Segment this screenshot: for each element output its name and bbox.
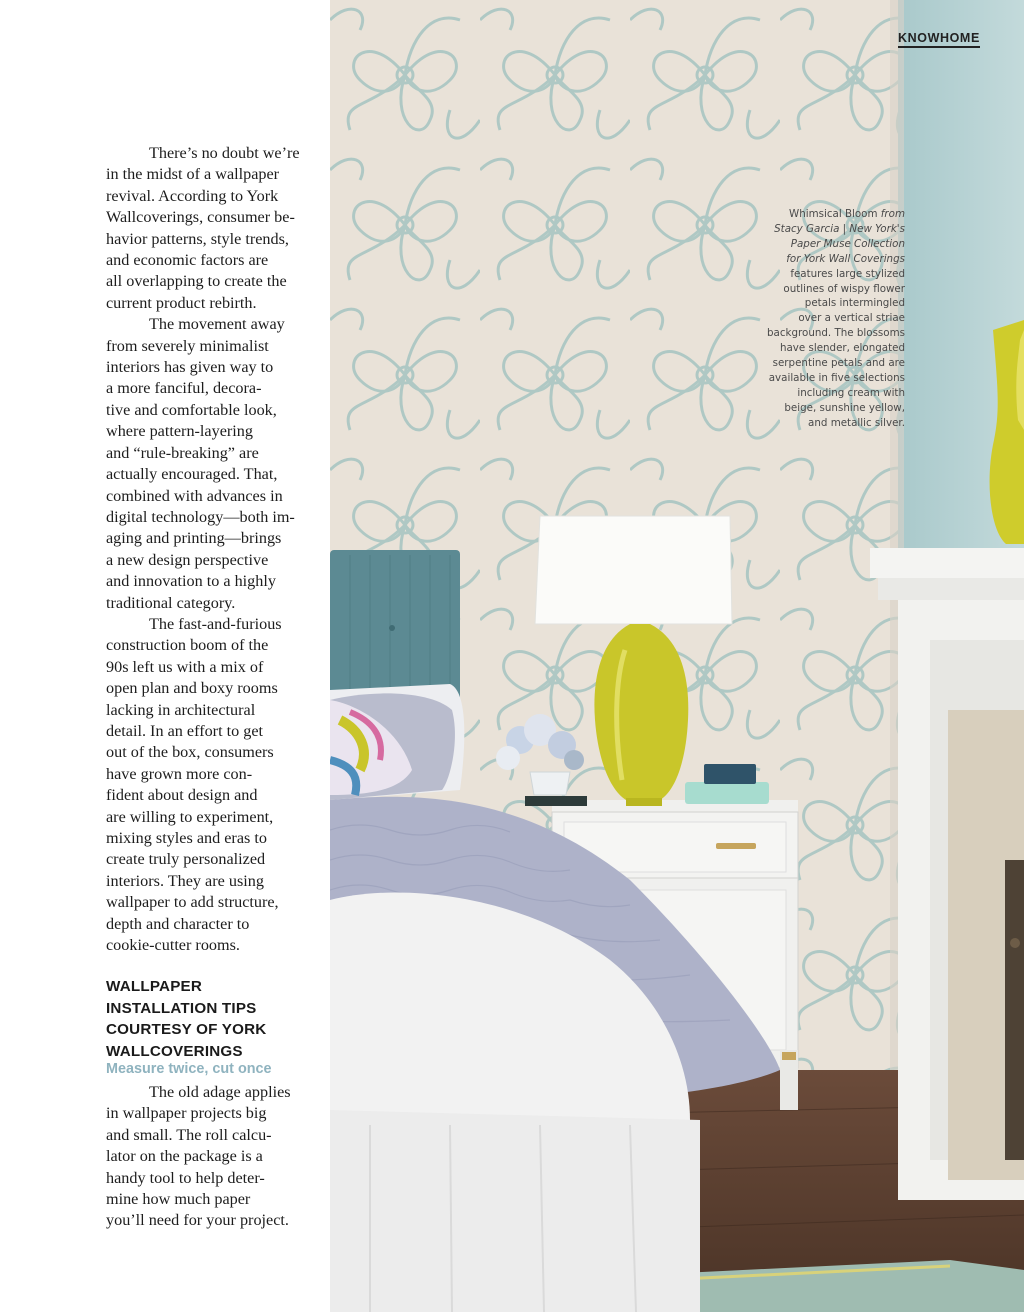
- body-line: The movement away: [149, 315, 285, 334]
- caption-line-1: [735, 207, 905, 222]
- caption-line: [735, 222, 905, 237]
- body-line: revival. According to York: [106, 186, 279, 205]
- body-line: tive and comfortable look,: [106, 400, 277, 419]
- body-line: interiors. They are using: [106, 871, 264, 890]
- body-line: a more fanciful, decora-: [106, 379, 262, 398]
- body-text: [106, 143, 310, 956]
- caption-line: including cream with: [797, 386, 905, 399]
- tips-line: The old adage applies: [149, 1083, 291, 1101]
- body-line: traditional category.: [106, 593, 236, 612]
- caption-italic: Stacy Garcia | New York's: [774, 222, 905, 235]
- caption-line: beige, sunshine yellow,: [784, 401, 905, 414]
- tips-line: in wallpaper projects big: [106, 1104, 267, 1123]
- caption-line: features large stylized: [790, 267, 905, 280]
- tips-text: [106, 1082, 316, 1232]
- caption-line: petals intermingled: [804, 297, 905, 310]
- caption-line: [735, 252, 905, 267]
- logo-know: KNOW: [898, 31, 940, 45]
- section-logo: [898, 31, 980, 48]
- body-line: a new design perspective: [106, 550, 269, 569]
- body-line: 90s left us with a mix of: [106, 657, 264, 676]
- body-line: havior patterns, style trends,: [106, 229, 289, 248]
- caption-line: and metallic silver.: [808, 416, 905, 429]
- tips-heading-line: COURTESY OF YORK: [106, 1021, 267, 1039]
- caption-italic: for York Wall Coverings: [786, 252, 905, 265]
- body-line: create truly personalized: [106, 850, 266, 869]
- body-line: fident about design and: [106, 786, 258, 805]
- body-line: interiors has given way to: [106, 358, 274, 377]
- body-line: The fast-and-furious: [149, 614, 282, 633]
- bedroom-illustration: [330, 0, 1024, 1312]
- caption-from: from: [880, 208, 905, 220]
- caption-italic: Paper Muse Collection: [790, 237, 905, 250]
- body-line: depth and character to: [106, 914, 250, 933]
- tips-heading-line: INSTALLATION TIPS: [106, 999, 257, 1017]
- caption-line: serpentine petals and are: [772, 357, 905, 370]
- tips-heading: [106, 976, 316, 1062]
- body-line: cookie-cutter rooms.: [106, 936, 240, 955]
- caption-line: [735, 237, 905, 252]
- caption-line: outlines of wispy flower: [783, 282, 905, 295]
- body-line: and innovation to a highly: [106, 572, 276, 591]
- body-line: current product rebirth.: [106, 293, 257, 312]
- body-line: open plan and boxy rooms: [106, 679, 278, 698]
- body-line: digital technology—both im-: [106, 507, 295, 526]
- body-line: all overlapping to create the: [106, 272, 287, 291]
- body-line: from severely minimalist: [106, 336, 269, 355]
- body-line: lacking in architectural: [106, 700, 256, 719]
- caption-line: have slender, elongated: [779, 342, 905, 355]
- body-line: and “rule-breaking” are: [106, 443, 259, 462]
- body-line: and economic factors are: [106, 251, 269, 270]
- tips-line: and small. The roll calcu-: [106, 1125, 272, 1144]
- tips-subheading: Measure twice, cut once: [106, 1061, 272, 1077]
- body-line: combined with advances in: [106, 486, 283, 505]
- tips-heading-line: WALLCOVERINGS: [106, 1042, 243, 1060]
- body-line: There’s no doubt we’re: [149, 144, 300, 162]
- body-line: where pattern-layering: [106, 422, 253, 441]
- body-line: Wallcoverings, consumer be-: [106, 208, 295, 227]
- caption-line: background. The blossoms: [767, 327, 905, 340]
- logo-home: HOME: [939, 31, 980, 45]
- photo-caption: [735, 207, 905, 431]
- body-line: have grown more con-: [106, 764, 253, 783]
- tips-heading-line: WALLPAPER: [106, 978, 203, 995]
- tips-line: mine how much paper: [106, 1190, 251, 1209]
- tips-line: you’ll need for your project.: [106, 1211, 289, 1230]
- tips-line: lator on the package is a: [106, 1147, 263, 1166]
- body-line: in the midst of a wallpaper: [106, 165, 280, 184]
- caption-title: Whimsical Bloom: [789, 208, 878, 220]
- caption-line: available in five selections: [768, 371, 905, 384]
- bedroom-photo: [330, 0, 1024, 1312]
- caption-line: over a vertical striae: [798, 312, 905, 325]
- body-line: construction boom of the: [106, 636, 269, 655]
- body-line: are willing to experiment,: [106, 807, 274, 826]
- body-line: mixing styles and eras to: [106, 829, 267, 847]
- body-line: out of the box, consumers: [106, 743, 274, 762]
- body-line: detail. In an effort to get: [106, 721, 264, 740]
- tips-line: handy tool to help deter-: [106, 1168, 265, 1187]
- body-line: aging and printing—brings: [106, 529, 282, 548]
- body-line: wallpaper to add structure,: [106, 893, 279, 912]
- body-line: actually encouraged. That,: [106, 465, 278, 484]
